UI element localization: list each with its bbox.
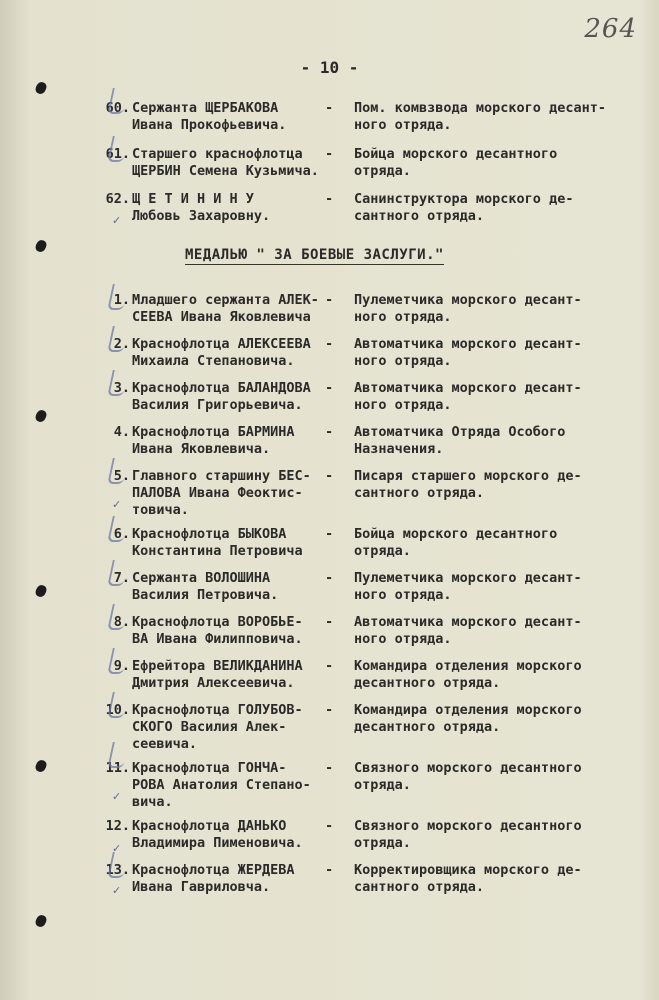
- entry-duty: Пулеметчика морского десант- ного отряда.: [354, 292, 582, 325]
- entry-duty: Связного морского десантного отряда.: [354, 760, 582, 793]
- entry-number: 6.: [113, 526, 130, 542]
- archive-page-number: 264: [584, 14, 637, 44]
- entry-duty: Автоматчика Отряда Особого Назначения.: [354, 424, 566, 457]
- page-number: - 10 -: [300, 58, 359, 77]
- tick-mark-icon: ✓: [112, 498, 122, 511]
- entry-number: 5.: [113, 468, 130, 484]
- entry-dash: -: [325, 658, 334, 674]
- entry-duty: Связного морского десантного отряда.: [354, 818, 582, 851]
- entry-duty: Писаря старшего морского де- сантного отряда.: [354, 468, 582, 501]
- entry-number: 61.: [105, 146, 130, 162]
- tick-mark-icon: ✓: [112, 214, 122, 227]
- entry-dash: -: [325, 336, 334, 352]
- entry-number: 8.: [113, 614, 130, 630]
- entry-name: Младшего сержанта АЛЕК- СЕЕВА Ивана Яковлевича: [132, 292, 319, 325]
- binding-hole: [34, 584, 48, 599]
- entry-dash: -: [325, 760, 334, 776]
- entry-name: Сержанта ЩЕРБАКОВА Ивана Прокофьевича.: [132, 100, 287, 133]
- entry-name: Краснофлотца ГОНЧА- РОВА Анатолия Степано- вича.: [132, 760, 311, 810]
- entry-dash: -: [325, 702, 334, 718]
- entry-number: 62.: [105, 191, 130, 207]
- entry-number: 7.: [113, 570, 130, 586]
- entry-dash: -: [325, 526, 334, 542]
- tick-mark-icon: ✓: [112, 884, 122, 897]
- tick-mark-icon: ✓: [112, 842, 122, 855]
- entry-number: 10.: [105, 702, 130, 718]
- entry-dash: -: [325, 862, 334, 878]
- binding-hole: [34, 914, 48, 929]
- entry-dash: -: [325, 292, 334, 308]
- entry-number: 12.: [105, 818, 130, 834]
- binding-hole: [34, 81, 48, 96]
- entry-name: Краснофлотца ЖЕРДЕВА Ивана Гавриловча.: [132, 862, 295, 895]
- entry-duty: Корректировщика морского де- сантного отряда.: [354, 862, 582, 895]
- entry-duty: Командира отделения морского десантного отряда.: [354, 702, 582, 735]
- entry-dash: -: [325, 468, 334, 484]
- entry-name: Ефрейтора ВЕЛИКДАНИНА Дмитрия Алексеевича.: [132, 658, 303, 691]
- entry-duty: Пулеметчика морского десант- ного отряда.: [354, 570, 582, 603]
- award-heading: МЕДАЛЬЮ " ЗА БОЕВЫЕ ЗАСЛУГИ.": [185, 247, 444, 263]
- entry-dash: -: [325, 191, 334, 207]
- entry-name: Краснофлотца БЫКОВА Константина Петровича: [132, 526, 303, 559]
- entry-name: Старшего краснофлотца ЩЕРБИН Семена Кузьмича.: [132, 146, 319, 179]
- entry-name: Сержанта ВОЛОШИНА Василия Петровича.: [132, 570, 279, 603]
- entry-dash: -: [325, 380, 334, 396]
- entry-dash: -: [325, 424, 334, 440]
- entry-duty: Автоматчика морского десант- ного отряда.: [354, 380, 582, 413]
- entry-name: Краснофлотца БАЛАНДОВА Василия Григорьевича.: [132, 380, 311, 413]
- entry-number: 2.: [113, 336, 130, 352]
- entry-dash: -: [325, 818, 334, 834]
- entry-duty: Автоматчика морского десант- ного отряда.: [354, 614, 582, 647]
- entry-dash: -: [325, 100, 334, 116]
- entry-name: Краснофлотца ГОЛУБОВ- СКОГО Василия Алек- сеевича.: [132, 702, 303, 752]
- entry-duty: Санинструктора морского де- сантного отряда.: [354, 191, 574, 224]
- entry-duty: Пом. комвзвода морского десант- ного отряда.: [354, 100, 606, 133]
- entry-name: Краснофлотца БАРМИНА Ивана Яковлевича.: [132, 424, 295, 457]
- entry-number: 9.: [113, 658, 130, 674]
- entry-number: 60.: [105, 100, 130, 116]
- entry-duty: Бойца морского десантного отряда.: [354, 526, 558, 559]
- entry-duty: Автоматчика морского десант- ного отряда.: [354, 336, 582, 369]
- entry-name: Щ Е Т И Н И Н У Любовь Захаровну.: [132, 191, 271, 224]
- entry-number: 3.: [113, 380, 130, 396]
- entry-name: Главного старшину БЕС- ПАЛОВА Ивана Феоктис- товича.: [132, 468, 311, 518]
- entry-dash: -: [325, 614, 334, 630]
- entry-duty: Командира отделения морского десантного отряда.: [354, 658, 582, 691]
- entry-name: Краснофлотца ВОРОБЬЕ- ВА Ивана Филипповича.: [132, 614, 303, 647]
- binding-hole: [34, 759, 48, 774]
- entry-dash: -: [325, 146, 334, 162]
- tick-mark-icon: ✓: [112, 790, 122, 803]
- entry-number: 1.: [113, 292, 130, 308]
- entry-number: 4.: [113, 424, 130, 440]
- entry-number: 11.: [105, 760, 130, 776]
- entry-number: 13.: [105, 862, 130, 878]
- entry-name: Краснофлотца АЛЕКСЕЕВА Михаила Степановича.: [132, 336, 311, 369]
- binding-hole: [34, 409, 48, 424]
- entry-name: Краснофлотца ДАНЬКО Владимира Пименовича.: [132, 818, 303, 851]
- entry-dash: -: [325, 570, 334, 586]
- binding-hole: [34, 239, 48, 254]
- entry-duty: Бойца морского десантного отряда.: [354, 146, 558, 179]
